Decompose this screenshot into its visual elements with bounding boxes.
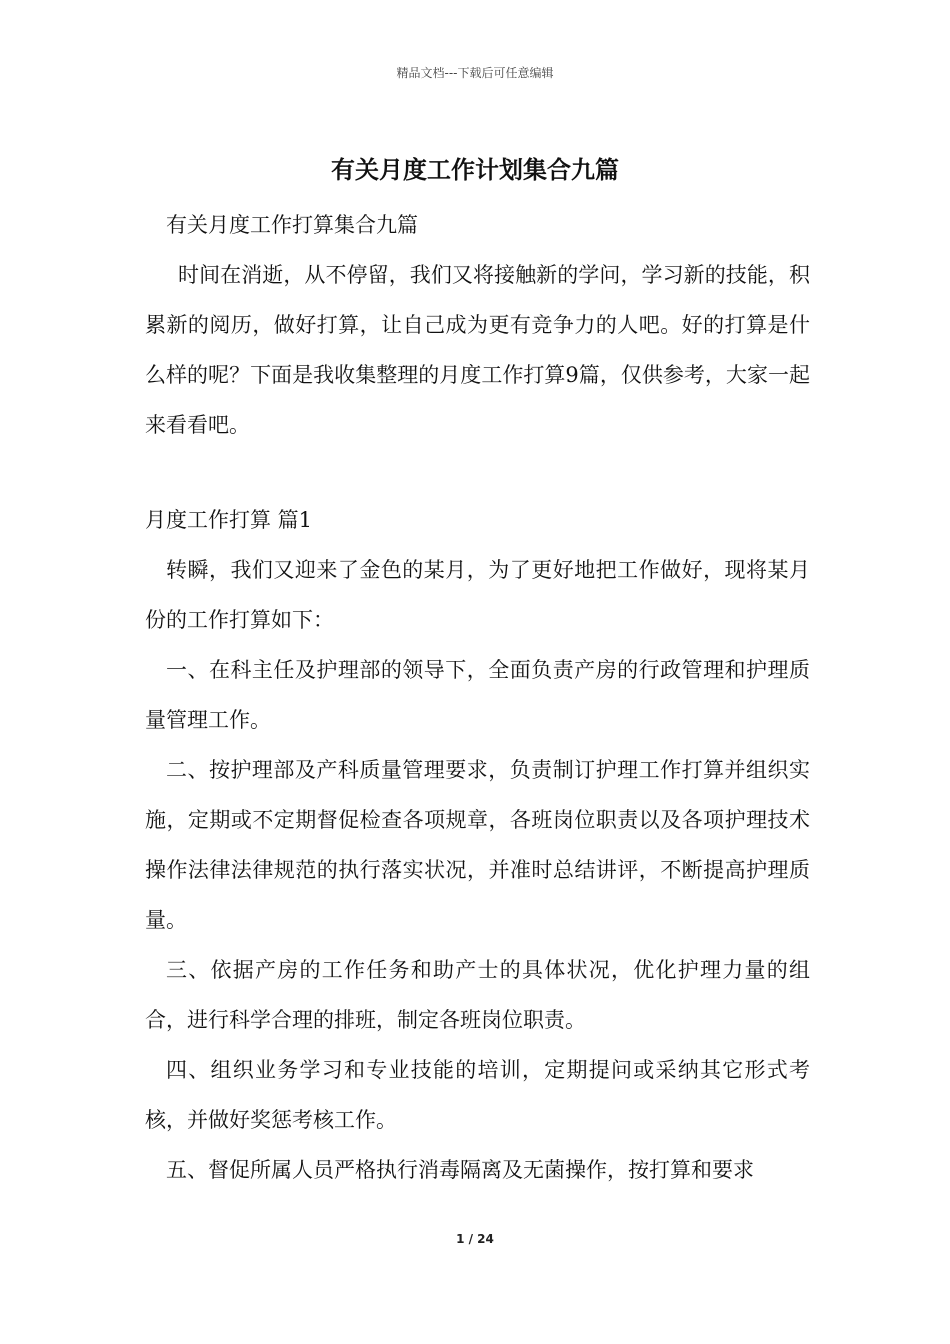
body-paragraph: 二、按护理部及产科质量管理要求，负责制订护理工作打算并组织实施，定期或不定期督促检查各项规章，各班岗位职责以及各项护理技术操作法律法律规范的执行落实状况，并准时总结讲评，不断提高护理质量。 (145, 758, 810, 932)
body-paragraph: 三、依据产房的工作任务和助产士的具体状况，优化护理力量的组合，进行科学合理的排班，制定各班岗位职责。 (145, 958, 810, 1032)
body-paragraph: 转瞬，我们又迎来了金色的某月，为了更好地把工作做好，现将某月份的工作打算如下： (145, 558, 810, 632)
section-heading: 月度工作打算 篇1 (145, 508, 313, 532)
intro-paragraph: 时间在消逝，从不停留，我们又将接触新的学问，学习新的技能，积累新的阅历，做好打算，让自己成为更有竞争力的人吧。好的打算是什么样的呢？下面是我收集整理的月度工作打算9篇，仅供参考，大家一起来看看吧。 (145, 263, 810, 437)
body-paragraph: 一、在科主任及护理部的领导下，全面负责产房的行政管理和护理质量管理工作。 (145, 658, 810, 732)
document-title: 有关月度工作计划集合九篇 (331, 156, 619, 184)
document-body (145, 200, 810, 1195)
body-paragraph: 四、组织业务学习和专业技能的培训，定期提问或采纳其它形式考核，并做好奖惩考核工作。 (145, 1058, 810, 1132)
page-number: 1 / 24 (456, 1232, 494, 1246)
page-header: 精品文档---下载后可任意编辑 (396, 66, 554, 80)
body-paragraph: 五、督促所属人员严格执行消毒隔离及无菌操作，按打算和要求 (166, 1158, 754, 1182)
document-subtitle: 有关月度工作打算集合九篇 (166, 213, 418, 237)
